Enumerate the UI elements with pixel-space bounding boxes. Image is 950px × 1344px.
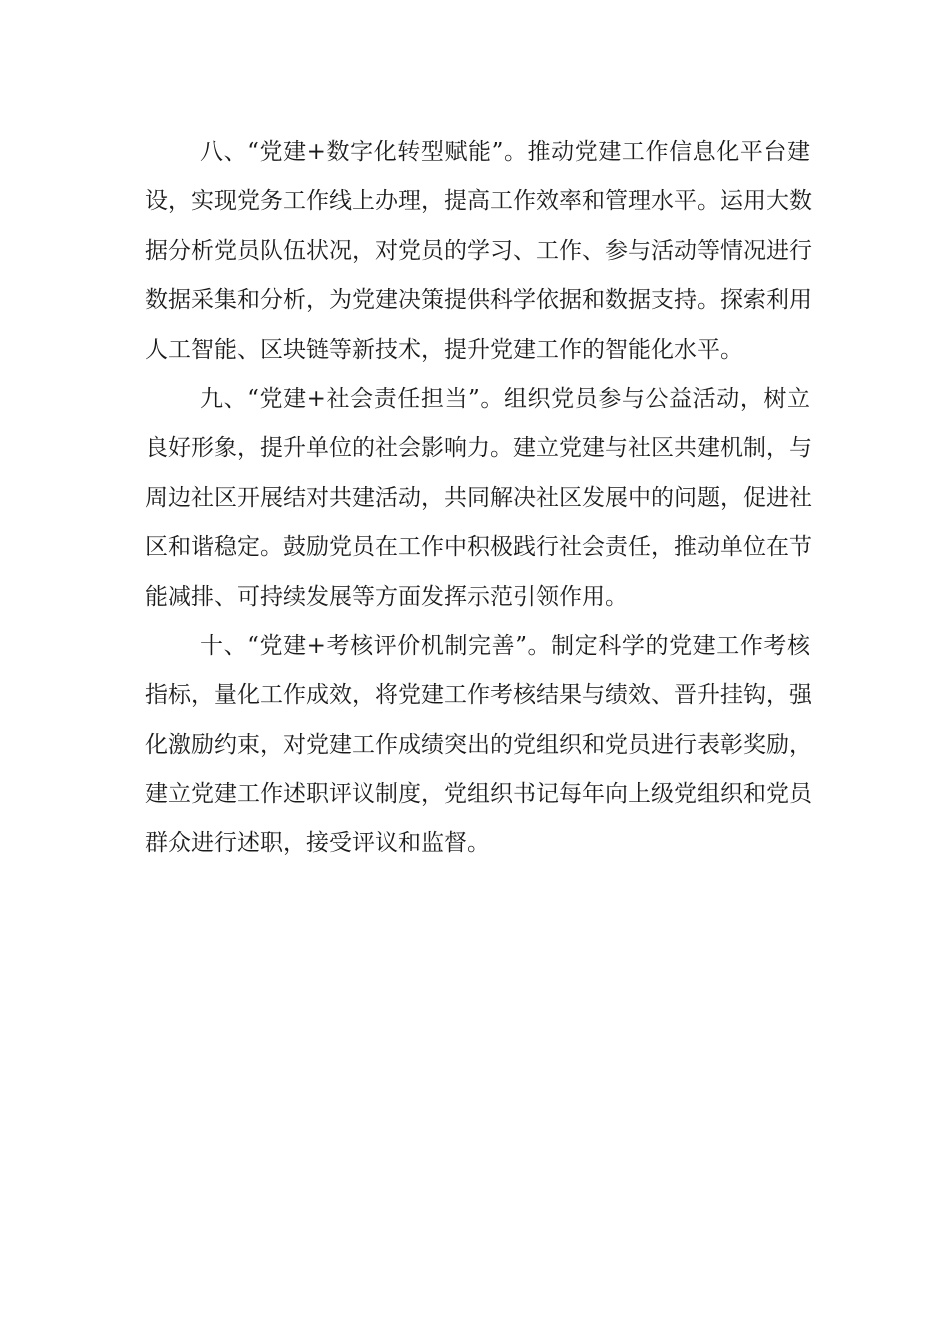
paragraph-line: 周边社区开展结对共建活动，共同解决社区发展中的问题，促进社 (145, 484, 812, 511)
paragraph-line: 化激励约束，对党建工作成绩突出的党组织和党员进行表彰奖励， (145, 731, 812, 758)
paragraph-line: 八、“党建+数字化转型赋能”。推动党建工作信息化平台建 (200, 139, 810, 165)
paragraph-line: 良好形象，提升单位的社会影响力。建立党建与社区共建机制，与 (145, 435, 812, 462)
paragraph-line: 人工智能、区块链等新技术，提升党建工作的智能化水平。 (145, 336, 743, 363)
paragraph-line: 设，实现党务工作线上办理，提高工作效率和管理水平。运用大数 (145, 188, 812, 215)
paragraph-line: 据分析党员队伍状况，对党员的学习、工作、参与活动等情况进行 (145, 237, 812, 264)
paragraph-line: 能减排、可持续发展等方面发挥示范引领作用。 (145, 583, 628, 610)
paragraph-line: 十、“党建+考核评价机制完善”。制定科学的党建工作考核 (200, 632, 810, 659)
paragraph-line: 建立党建工作述职评议制度，党组织书记每年向上级党组织和党员 (145, 781, 812, 808)
paragraph-line: 九、“党建+社会责任担当”。组织党员参与公益活动，树立 (200, 385, 810, 412)
paragraph-line: 区和谐稳定。鼓励党员在工作中积极践行社会责任，推动单位在节 (145, 534, 812, 561)
document-body (145, 128, 810, 869)
paragraph-line: 数据采集和分析，为党建决策提供科学依据和数据支持。探索利用 (145, 287, 812, 314)
paragraph-9-social-responsibility (145, 375, 810, 622)
paragraph-10-assessment-mechanism (145, 622, 810, 869)
paragraph-line: 指标，量化工作成效，将党建工作考核结果与绩效、晋升挂钩，强 (145, 682, 812, 709)
paragraph-8-digital-transformation (145, 128, 810, 375)
paragraph-line: 群众进行述职，接受评议和监督。 (145, 830, 490, 857)
